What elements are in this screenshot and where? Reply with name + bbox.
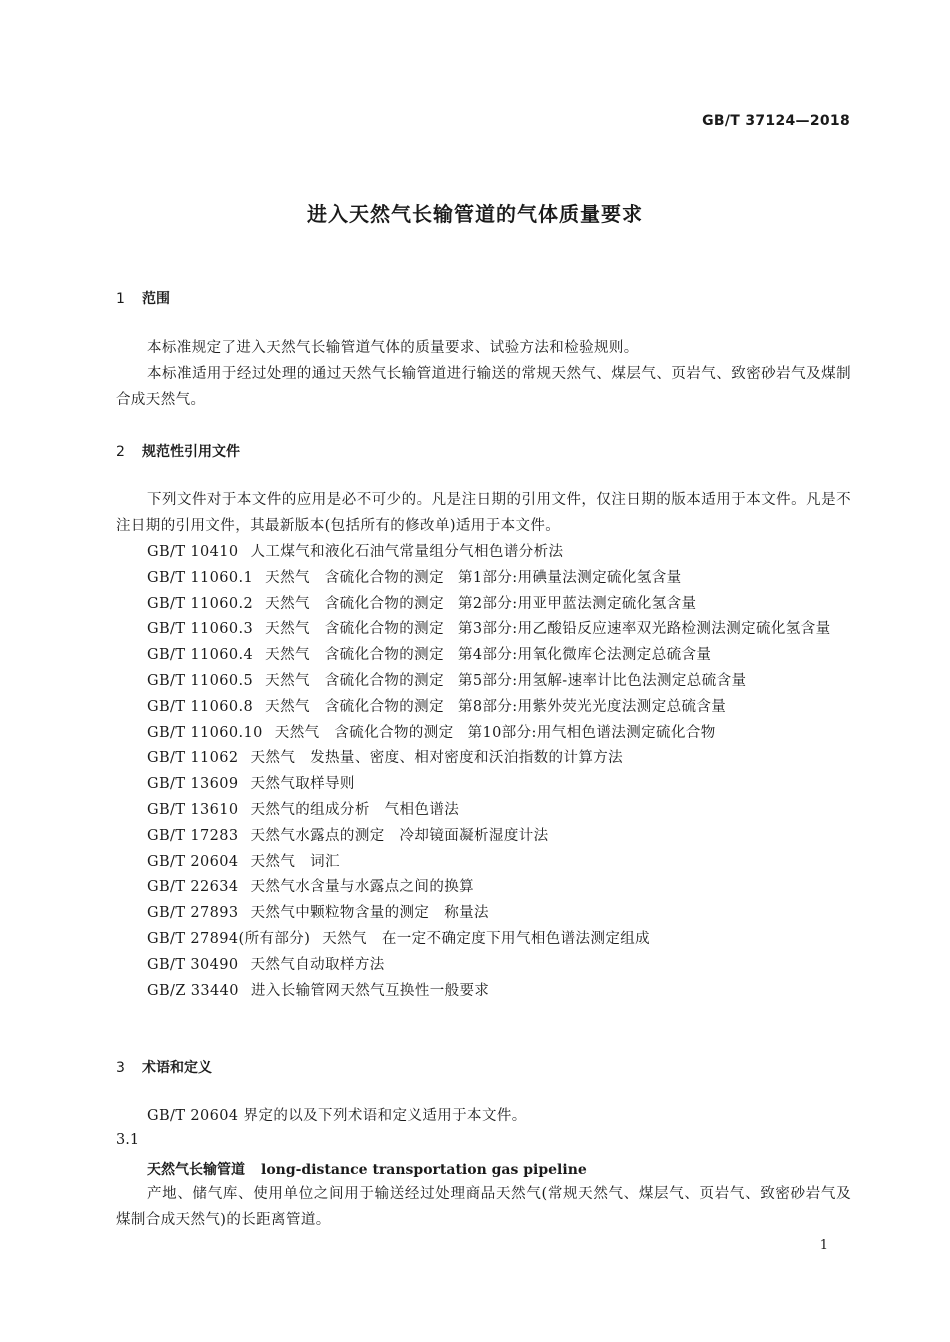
reference-item bbox=[116, 979, 851, 1005]
reference-title: 天然气 含硫化合物的测定 bbox=[265, 595, 444, 612]
reference-code: GB/T 11060.3 bbox=[147, 621, 254, 638]
reference-item bbox=[116, 746, 851, 772]
reference-title: 人工煤气和液化石油气常量组分气相色谱分析法 bbox=[250, 544, 564, 560]
reference-code: GB/T 11062 bbox=[147, 750, 239, 767]
reference-title: 天然气水含量与水露点之间的换算 bbox=[250, 879, 475, 896]
reference-item bbox=[116, 824, 851, 850]
reference-item bbox=[116, 695, 851, 721]
reference-item bbox=[116, 953, 851, 979]
standard-code: GB/T 37124—2018 bbox=[702, 113, 850, 129]
page-number: 1 bbox=[819, 1238, 828, 1253]
term-zh: 天然气长输管道 bbox=[147, 1162, 245, 1178]
reference-code: GB/T 30490 bbox=[147, 956, 239, 973]
reference-title: 天然气中颗粒物含量的测定 称量法 bbox=[250, 905, 489, 922]
document-title: 进入天然气长输管道的气体质量要求 bbox=[307, 202, 643, 226]
reference-item bbox=[116, 643, 851, 669]
reference-code: GB/T 11060.2 bbox=[147, 595, 254, 612]
reference-item bbox=[116, 617, 851, 643]
reference-title: 天然气取样导则 bbox=[250, 776, 355, 793]
reference-item bbox=[116, 540, 851, 566]
reference-part: 第1部分:用碘量法测定硫化氢含量 bbox=[457, 569, 682, 586]
reference-title: 天然气 含硫化合物的测定 bbox=[265, 569, 444, 586]
reference-title: 天然气 词汇 bbox=[250, 853, 340, 870]
section-3-title: 术语和定义 bbox=[142, 1060, 212, 1076]
reference-item bbox=[116, 669, 851, 695]
scope-paragraph-1: 本标准规定了进入天然气长输管道气体的质量要求、试验方法和检验规则。 bbox=[147, 340, 639, 356]
reference-title: 天然气水露点的测定 冷却镜面凝析湿度计法 bbox=[250, 827, 549, 844]
term-heading bbox=[147, 1159, 587, 1179]
reference-part: 第4部分:用氧化微库仑法测定总硫含量 bbox=[457, 647, 712, 664]
reference-title: 天然气 含硫化合物的测定 bbox=[265, 698, 444, 715]
term-definition: 产地、储气库、使用单位之间用于输送经过处理商品天然气(常规天然气、煤层气、页岩气、致密砂岩气及煤制合成天然气)的长距离管道。 bbox=[116, 1186, 851, 1228]
reference-part: 第2部分:用亚甲蓝法测定硫化氢含量 bbox=[457, 595, 697, 612]
reference-title: 天然气的组成分析 气相色谱法 bbox=[250, 801, 460, 818]
reference-part: 第8部分:用紫外荧光光度法测定总硫含量 bbox=[457, 698, 727, 715]
reference-item bbox=[116, 798, 851, 824]
reference-item bbox=[116, 566, 851, 592]
section-3-heading bbox=[116, 1057, 212, 1077]
section-2-title: 规范性引用文件 bbox=[142, 444, 240, 460]
section-1-number: 1 bbox=[116, 291, 125, 307]
reference-item bbox=[116, 875, 851, 901]
reference-title: 天然气自动取样方法 bbox=[250, 956, 385, 973]
reference-code: GB/T 13610 bbox=[147, 801, 239, 818]
reference-code: GB/T 11060.8 bbox=[147, 698, 254, 715]
reference-title: 天然气 含硫化合物的测定 bbox=[274, 724, 454, 741]
reference-part: 第5部分:用氢解-速率计比色法测定总硫含量 bbox=[457, 672, 747, 689]
references-intro: 下列文件对于本文件的应用是必不可少的。凡是注日期的引用文件，仅注日期的版本适用于本文件。凡是不注日期的引用文件，其最新版本(包括所有的修改单)适用于本文件。 bbox=[116, 492, 851, 534]
reference-code: GB/T 17283 bbox=[147, 827, 239, 844]
section-2-heading bbox=[116, 441, 240, 461]
reference-code: GB/T 10410 bbox=[147, 544, 239, 560]
reference-part: 第3部分:用乙酸铅反应速率双光路检测法测定硫化氢含量 bbox=[457, 621, 831, 638]
reference-code: GB/T 11060.5 bbox=[147, 672, 254, 689]
reference-item bbox=[116, 850, 851, 876]
reference-code: GB/T 22634 bbox=[147, 879, 239, 896]
terms-intro: GB/T 20604 界定的以及下列术语和定义适用于本文件。 bbox=[147, 1108, 527, 1124]
reference-item bbox=[116, 901, 851, 927]
scope-paragraph-2: 本标准适用于经过处理的通过天然气长输管道进行输送的常规天然气、煤层气、页岩气、致密砂岩气及煤制合成天然气。 bbox=[116, 366, 851, 408]
section-1-heading bbox=[116, 288, 170, 308]
reference-code: GB/T 27894(所有部分) bbox=[147, 930, 311, 947]
reference-item bbox=[116, 927, 851, 953]
reference-code: GB/T 27893 bbox=[147, 905, 239, 922]
reference-code: GB/Z 33440 bbox=[147, 982, 239, 999]
reference-part: 第10部分:用气相色谱法测定硫化合物 bbox=[467, 724, 716, 741]
reference-item bbox=[116, 772, 851, 798]
reference-item bbox=[116, 721, 851, 747]
section-3-number: 3 bbox=[116, 1060, 125, 1076]
term-en: long-distance transportation gas pipeline bbox=[261, 1162, 587, 1178]
reference-code: GB/T 20604 bbox=[147, 853, 239, 870]
reference-list bbox=[116, 540, 851, 1004]
section-2-number: 2 bbox=[116, 444, 125, 460]
reference-item bbox=[116, 592, 851, 618]
section-1-title: 范围 bbox=[142, 291, 170, 307]
reference-title: 天然气 含硫化合物的测定 bbox=[265, 672, 444, 689]
reference-title: 天然气 发热量、密度、相对密度和沃泊指数的计算方法 bbox=[250, 750, 624, 767]
reference-code: GB/T 13609 bbox=[147, 776, 239, 793]
clause-number: 3.1 bbox=[116, 1132, 140, 1148]
reference-code: GB/T 11060.1 bbox=[147, 569, 254, 586]
reference-title: 进入长输管网天然气互换性一般要求 bbox=[250, 982, 490, 999]
reference-title: 天然气 在一定不确定度下用气相色谱法测定组成 bbox=[322, 930, 651, 947]
reference-title: 天然气 含硫化合物的测定 bbox=[265, 621, 444, 638]
reference-title: 天然气 含硫化合物的测定 bbox=[265, 647, 444, 664]
reference-code: GB/T 11060.10 bbox=[147, 724, 263, 741]
reference-code: GB/T 11060.4 bbox=[147, 647, 254, 664]
